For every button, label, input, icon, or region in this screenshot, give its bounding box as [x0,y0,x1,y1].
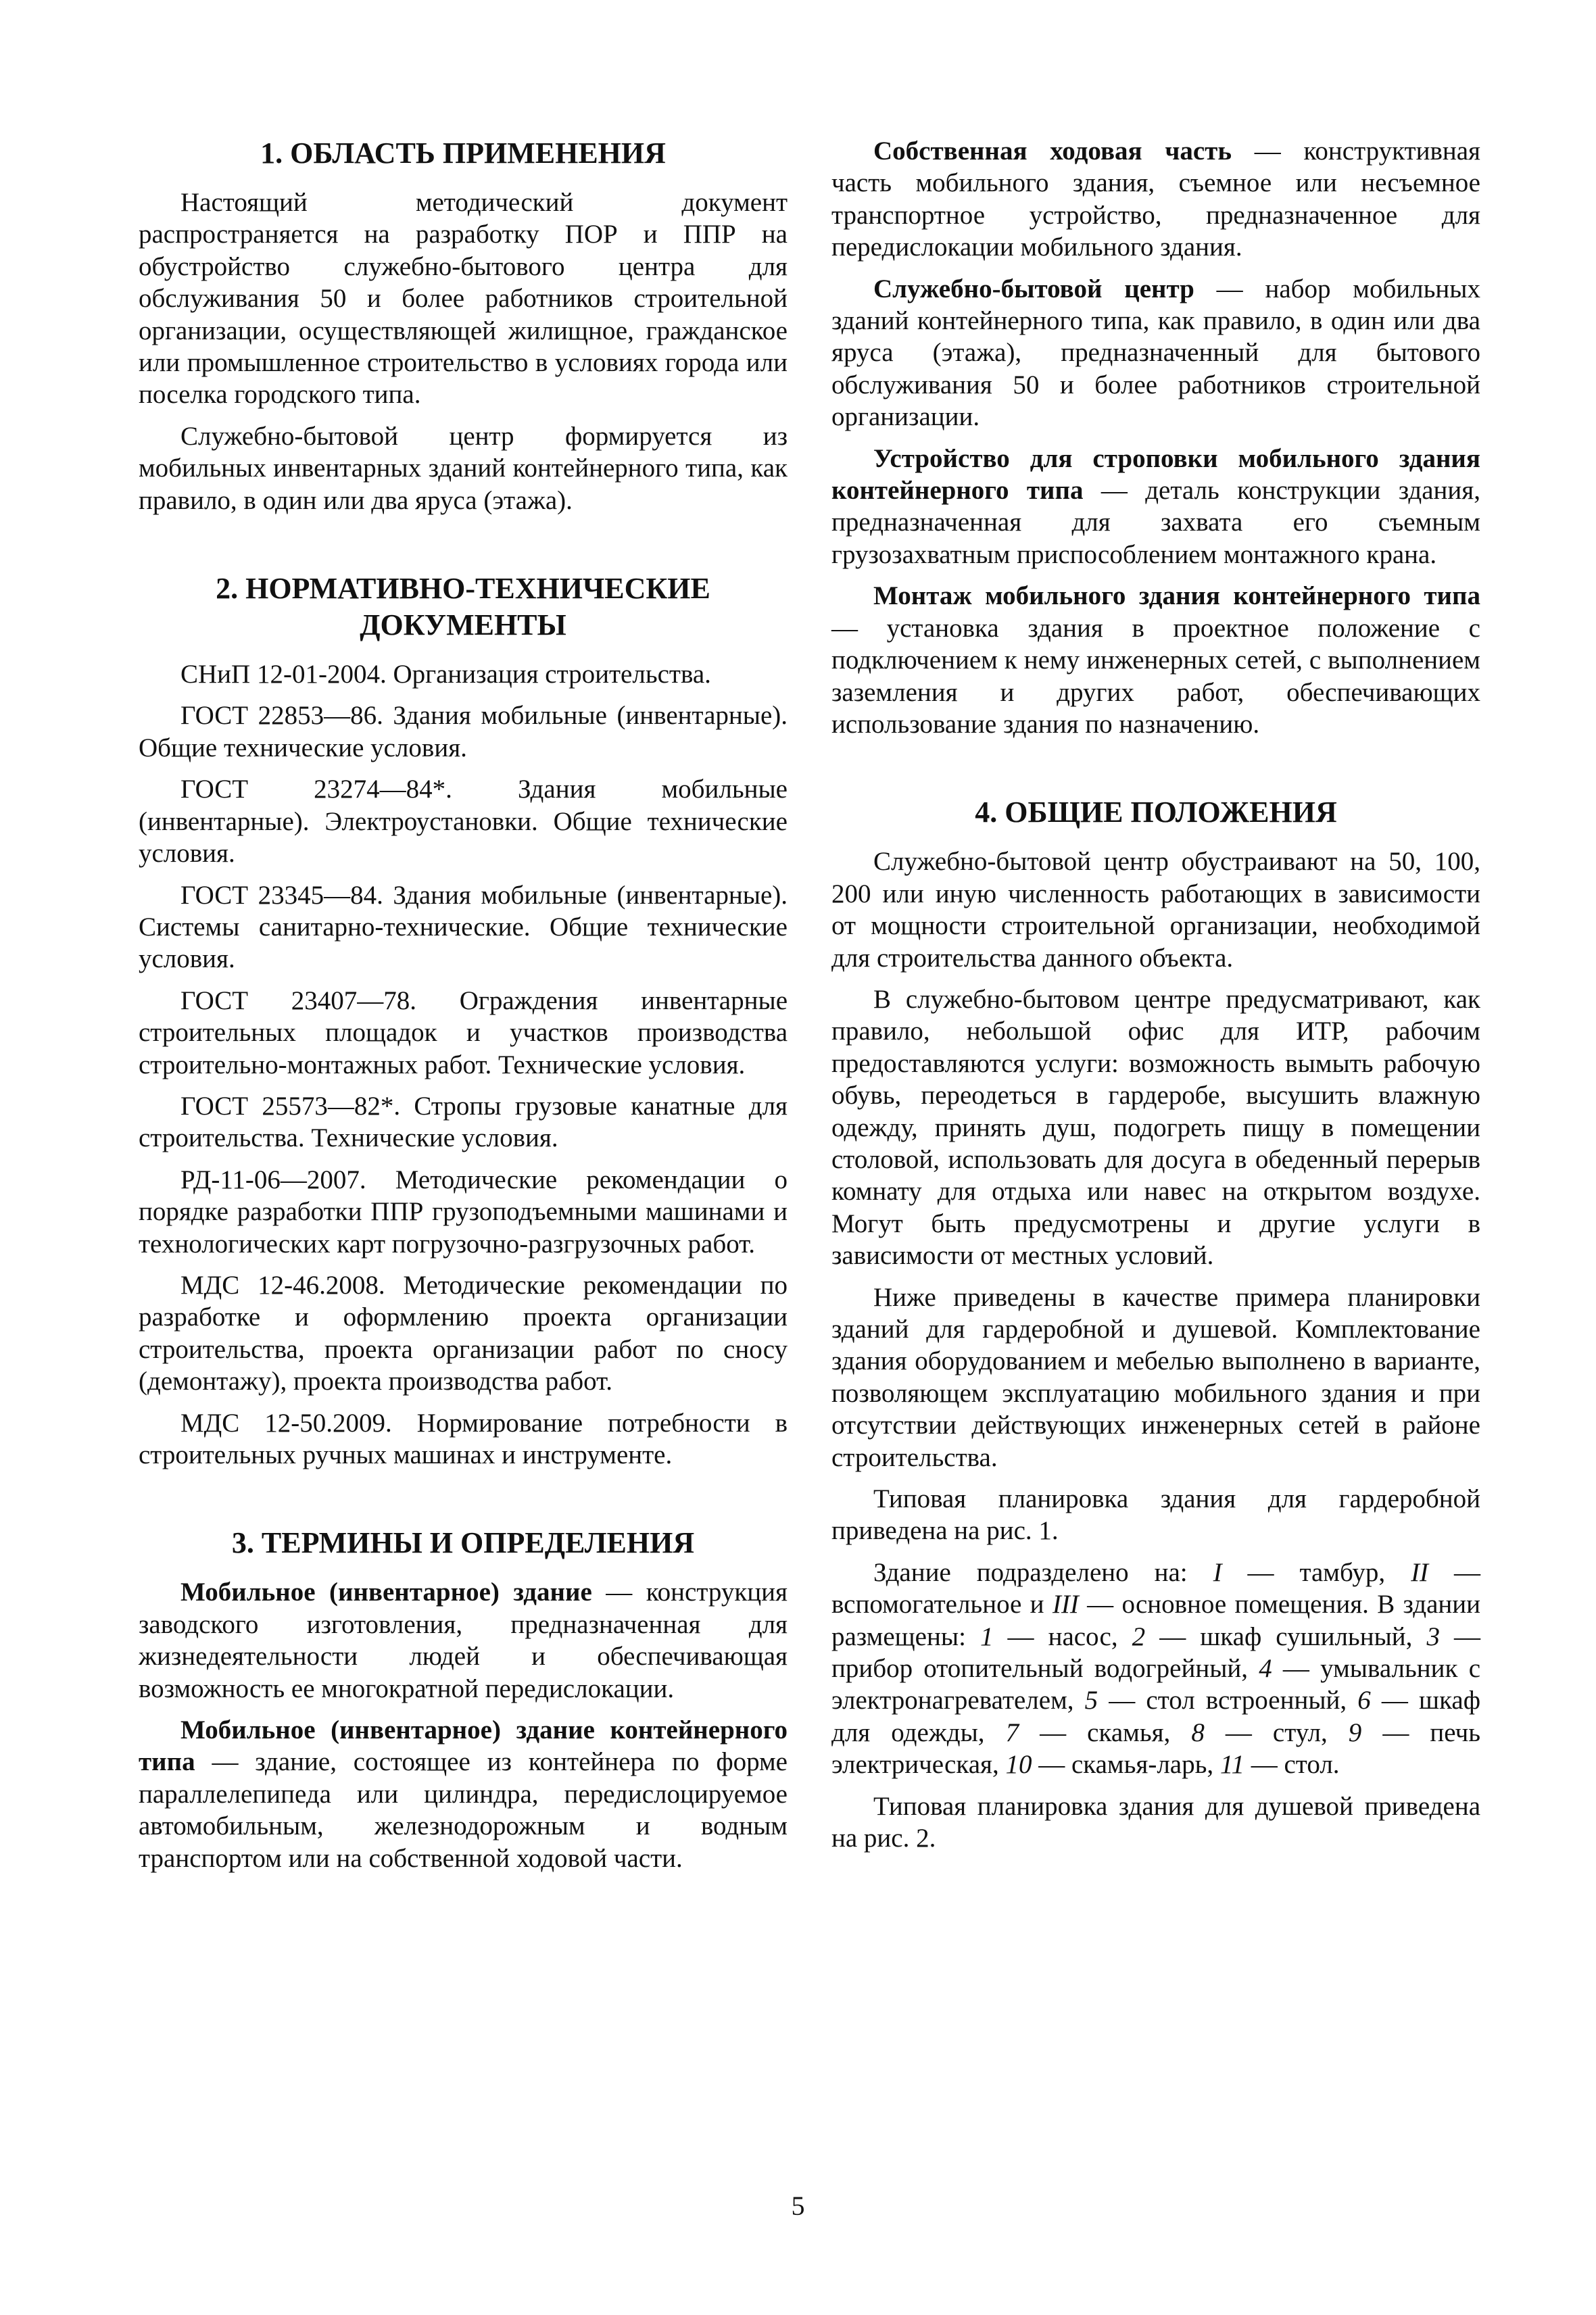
section-4-paragraph: Типовая планировка здания для душевой приведена на рис. 2. [831,1791,1480,1853]
legend-text: — тамбур, [1222,1557,1411,1587]
term-text: — набор мобильных зданий контейнерного типа, как правило, в один или два яруса (этажа), предназначенный для бытового обслуживания 50 и более работников строительной организации. [831,274,1480,432]
left-column [139,135,788,1884]
term-name: Устройство для строповки мобильного здания контейнерного типа [831,443,1480,506]
normative-document-item: РД-11-06—2007. Методические рекомендации о порядке разработки ППР грузоподъемными машинами и технологических карт погрузочно-разгрузочных работ. [139,1165,788,1259]
legend-text: — стол встроенный, [1098,1686,1358,1715]
normative-document-item: ГОСТ 23407—78. Ограждения инвентарные строительных площадок и участков производства строительно-монтажных работ. Технические условия. [139,985,788,1079]
term-definition [831,273,1480,433]
normative-document-item: МДС 12-46.2008. Методические рекомендации по разработке и оформлению проекта организации строительства, проекта организации работ по сносу (демонтажу), проекта производства работ. [139,1270,788,1396]
term-name: Мобильное (инвентарное) здание [180,1578,592,1607]
legend-text: — вспомогательное и [831,1557,1481,1619]
section-1-paragraph: Настоящий методический документ распространяется на разработку ПОР и ППР на обустройство служебно-бытового центра для обслуживания 50 и более работников строительной организации, осуществляющей жилищное, гражданское или промышленное строительство в условиях города или поселка городского типа. [139,188,788,410]
term-name: Монтаж мобильного здания контейнерного типа [873,581,1480,611]
term-definition [831,443,1480,571]
legend-text: — шкаф для одежды, [831,1686,1481,1747]
item-number: 1 [980,1622,994,1651]
section-3-heading: 3. ТЕРМИНЫ И ОПРЕДЕЛЕНИЯ [231,1526,695,1560]
item-number: 10 [1005,1750,1032,1780]
item-number: I [1213,1557,1222,1587]
section-4-paragraph: Ниже приведены в качестве примера планировки зданий для гардеробной и душевой. Комплектование здания оборудованием и мебелью выполнено в варианте, позволяющем эксплуатацию мобильного здания и при отсутствии действующих инженерных сетей в районе строительства. [831,1282,1480,1472]
term-definition [139,1576,788,1705]
legend-text: — скамья-ларь, [1032,1750,1220,1780]
section-2-heading: 2. НОРМАТИВНО-ТЕХНИЧЕСКИЕ ДОКУМЕНТЫ [216,572,710,642]
normative-document-item: ГОСТ 25573—82*. Стропы грузовые канатные для строительства. Технические условия. [139,1091,788,1153]
item-number: II [1411,1557,1429,1587]
legend-text: — стол. [1244,1750,1340,1780]
section-1-paragraph: Служебно-бытовой центр формируется из мобильных инвентарных зданий контейнерного типа, как правило, в один или два яруса (этажа). [139,421,788,515]
term-name: Служебно-бытовой центр [873,274,1194,303]
legend-text: — прибор отопительный водогрейный, [831,1622,1481,1684]
term-definition [831,580,1480,740]
term-text: — здание, состоящее из контейнера по форме параллелепипеда или цилиндра, передислоцируемое автомобильным, железнодорожным и водным транспортом или на собственной ходовой части. [139,1747,788,1873]
term-text: — деталь конструкции здания, предназначенная для захвата его съемным грузозахватным приспособлением монтажного крана. [831,476,1480,569]
legend-text: — основное помещения. В здании размещены: [831,1590,1481,1651]
item-number: 3 [1426,1622,1440,1651]
section-4-heading: 4. ОБЩИЕ ПОЛОЖЕНИЯ [975,796,1337,829]
page-number: 5 [791,2191,805,2221]
legend-text: — шкаф сушильный, [1145,1622,1427,1651]
item-number: 2 [1132,1622,1146,1651]
section-1-heading: 1. ОБЛАСТЬ ПРИМЕНЕНИЯ [260,137,666,170]
legend-text: Здание подразделено на: [873,1557,1213,1587]
normative-document-item: МДС 12-50.2009. Нормирование потребности в строительных ручных машинах и инструменте. [139,1408,788,1469]
term-definition [831,135,1480,264]
item-number: 9 [1348,1717,1362,1747]
item-number: 8 [1191,1717,1205,1747]
term-name: Собственная ходовая часть [873,137,1232,166]
section-4-paragraph: Служебно-бытовой центр обустраивают на 50, 100, 200 или иную численность работающих в зависимости от мощности строительной организации, необходимой для строительства данного объекта. [831,847,1480,973]
item-number: 4 [1259,1654,1272,1684]
right-column [831,135,1480,1864]
legend-text: — стул, [1204,1717,1349,1747]
item-number: 11 [1219,1750,1244,1780]
legend-text: — печь электрическая, [831,1717,1480,1780]
rooms-legend-paragraph [831,1557,1480,1781]
term-name: Мобильное (инвентарное) здание контейнерного типа [139,1715,788,1777]
normative-document-item: ГОСТ 23345—84. Здания мобильные (инвентарные). Системы санитарно-технические. Общие технические условия. [139,880,788,974]
normative-document-item: ГОСТ 23274—84*. Здания мобильные (инвентарные). Электроустановки. Общие технические условия. [139,775,788,869]
term-text: — установка здания в проектное положение с подключением к нему инженерных сетей, с выполнением заземления и других работ, обеспечивающих использование здания по назначению. [831,613,1480,739]
term-text: — конструкция заводского изготовления, предназначенная для жизнедеятельности людей и обеспечивающая возможность ее многократной передислокации. [139,1578,788,1703]
term-definition [139,1714,788,1874]
legend-text: — скамья, [1019,1717,1192,1747]
item-number: III [1052,1590,1079,1619]
legend-text: — насос, [993,1622,1132,1651]
item-number: 6 [1357,1686,1371,1715]
item-number: 7 [1005,1717,1019,1747]
normative-document-item: СНиП 12-01-2004. Организация строительства. [180,660,711,689]
legend-text: — умывальник с электронагревателем, [831,1654,1480,1715]
normative-document-item: ГОСТ 22853—86. Здания мобильные (инвентарные). Общие технические условия. [139,701,788,762]
section-4-paragraph: Типовая планировка здания для гардеробной приведена на рис. 1. [831,1484,1480,1546]
item-number: 5 [1084,1686,1098,1715]
section-4-paragraph: В служебно-бытовом центре предусматривают, как правило, небольшой офис для ИТР, рабочим предоставляются услуги: возможность вымыть рабочую обувь, переодеться в гардеробе, высушить влажную одежду, принять душ, подогреть пищу в помещении столовой, использовать для досуга в обеденный перерыв комнату для отдыха или навес на открытом воздухе. Могут быть предусмотрены и другие услуги в зависимости от местных условий. [831,984,1480,1271]
term-text: — конструктивная часть мобильного здания, съемное или несъемное транспортное устройство, предназначенное для передислокации мобильного здания. [831,137,1480,262]
